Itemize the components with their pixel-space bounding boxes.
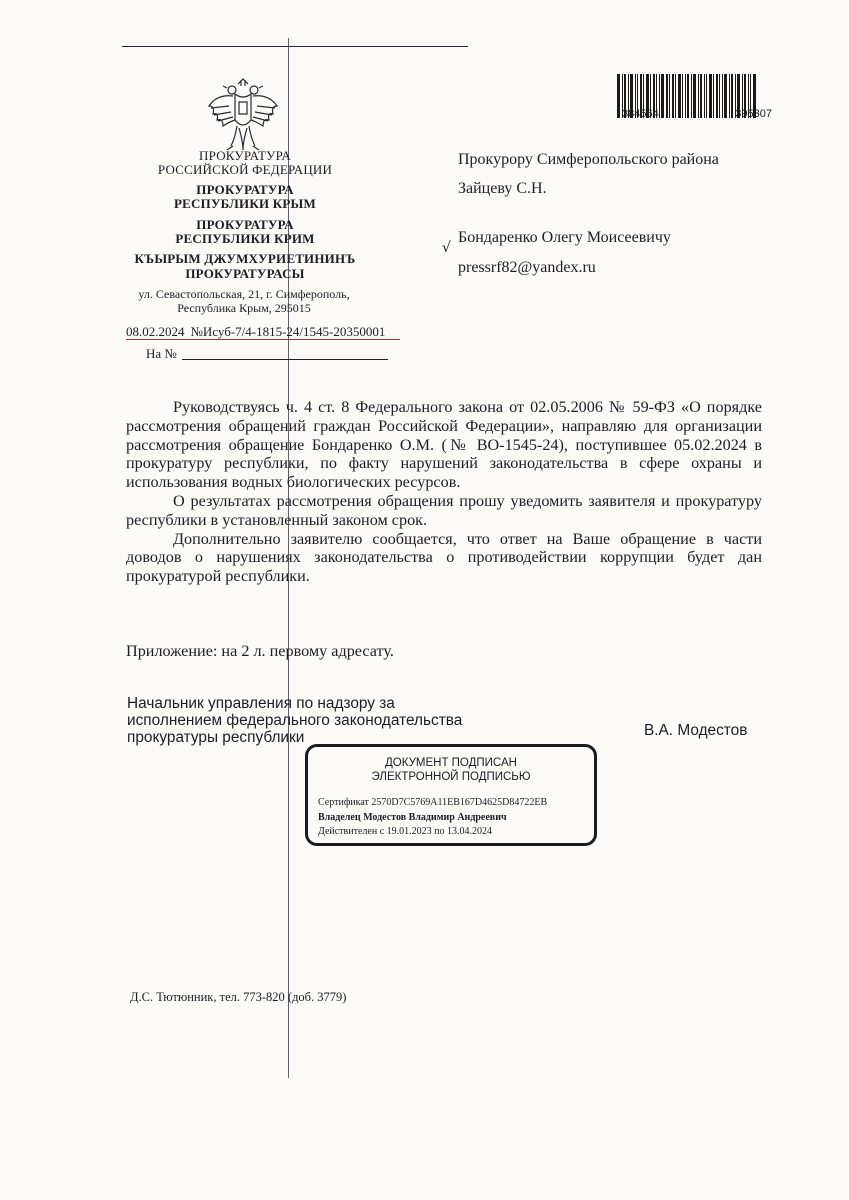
- body-paragraph-3: Дополнительно заявителю сообщается, что ответ на Ваше обращение в части доводов о нарушениях законодательства о противодействии коррупции будет дан прокуратурой республики.: [126, 529, 762, 586]
- body-paragraph-1: Руководствуясь ч. 4 ст. 8 Федерального закона от 02.05.2006 № 59-ФЗ «О порядке рассмотрения обращений граждан Российской Федерации», направляю для организации рассмотрения обращение Бондаренко О.М. (№ ВО-1545-24), поступившее 05.02.2024 в прокуратуру республики, по факту нарушений законодательства в сфере охраны и использования водных биологических ресурсов.: [126, 398, 762, 492]
- executor-contact: Д.С. Тютюнник, тел. 773-820 (доб. 3779): [130, 990, 347, 1004]
- signer-position: Начальник управления по надзору за исполнением федерального законодательства прокуратуры республики: [127, 695, 463, 746]
- barcode-number-right: 395307: [735, 108, 772, 120]
- agency-name-crimea-tt-2: ПРОКУРАТУРАСЫ: [185, 266, 305, 281]
- addressee-recipient-title: Прокурору Симферопольского района: [458, 151, 719, 168]
- barcode-numbers: [622, 108, 772, 120]
- registration-number: №Исуб-7/4-1815-24/1545-20350001: [190, 324, 386, 339]
- agency-address: [110, 287, 378, 315]
- coat-of-arms-icon: [205, 76, 281, 154]
- signer-name: В.А. Модестов: [644, 722, 748, 739]
- agency-name-federal-1: ПРОКУРАТУРА: [199, 148, 291, 163]
- stamp-title-1: ДОКУМЕНТ ПОДПИСАН: [385, 757, 517, 769]
- top-rule: [122, 46, 468, 47]
- check-mark-icon: √: [442, 240, 451, 256]
- agency-name-federal-2: РОССИЙСКОЙ ФЕДЕРАЦИИ: [157, 162, 333, 177]
- attachment-note: Приложение: на 2 л. первому адресату.: [126, 642, 394, 660]
- agency-name-crimea-ua-1: ПРОКУРАТУРА: [196, 217, 294, 232]
- registration-underline: [126, 339, 400, 340]
- address-line-2: Республика Крым, 295015: [177, 301, 311, 315]
- agency-name-crimea-tt-1: КЪЫРЫМ ДЖУМХУРИЕТИНИНЪ: [134, 251, 356, 266]
- addressee-recipient-name: Зайцеву С.Н.: [458, 180, 547, 197]
- stamp-validity: Действителен с 19.01.2023 по 13.04.2024: [318, 826, 492, 837]
- registration-line: [126, 324, 406, 340]
- stamp-title-2: ЭЛЕКТРОННОЙ ПОДПИСЬЮ: [371, 771, 531, 783]
- reply-to-label: На №: [146, 346, 177, 361]
- address-line-1: ул. Севастопольская, 21, г. Симферополь,: [138, 287, 350, 301]
- barcode-number-left: 384564: [622, 108, 659, 120]
- electronic-signature-stamp: [305, 744, 597, 846]
- reply-to-blank: [182, 359, 388, 360]
- agency-name-crimea-ru-2: РЕСПУБЛИКИ КРЫМ: [174, 196, 316, 211]
- addressee-applicant-name: Бондаренко Олегу Моисеевичу: [458, 229, 671, 246]
- stamp-certificate: Сертификат 2570D7C5769A11EB167D4625D84722EB: [318, 797, 548, 808]
- body-paragraph-2: О результатах рассмотрения обращения прошу уведомить заявителя и прокуратуру республики в установленный законом срок.: [126, 491, 762, 529]
- registration-date: 08.02.2024: [126, 324, 185, 339]
- agency-name-crimea-ua-2: РЕСПУБЛИКИ КРИМ: [175, 231, 315, 246]
- stamp-owner: Владелец Модестов Владимир Андреевич: [318, 812, 507, 823]
- agency-name-crimea-ru-1: ПРОКУРАТУРА: [196, 182, 294, 197]
- letter-body: [126, 398, 762, 586]
- addressee-email: pressrf82@yandex.ru: [458, 259, 596, 276]
